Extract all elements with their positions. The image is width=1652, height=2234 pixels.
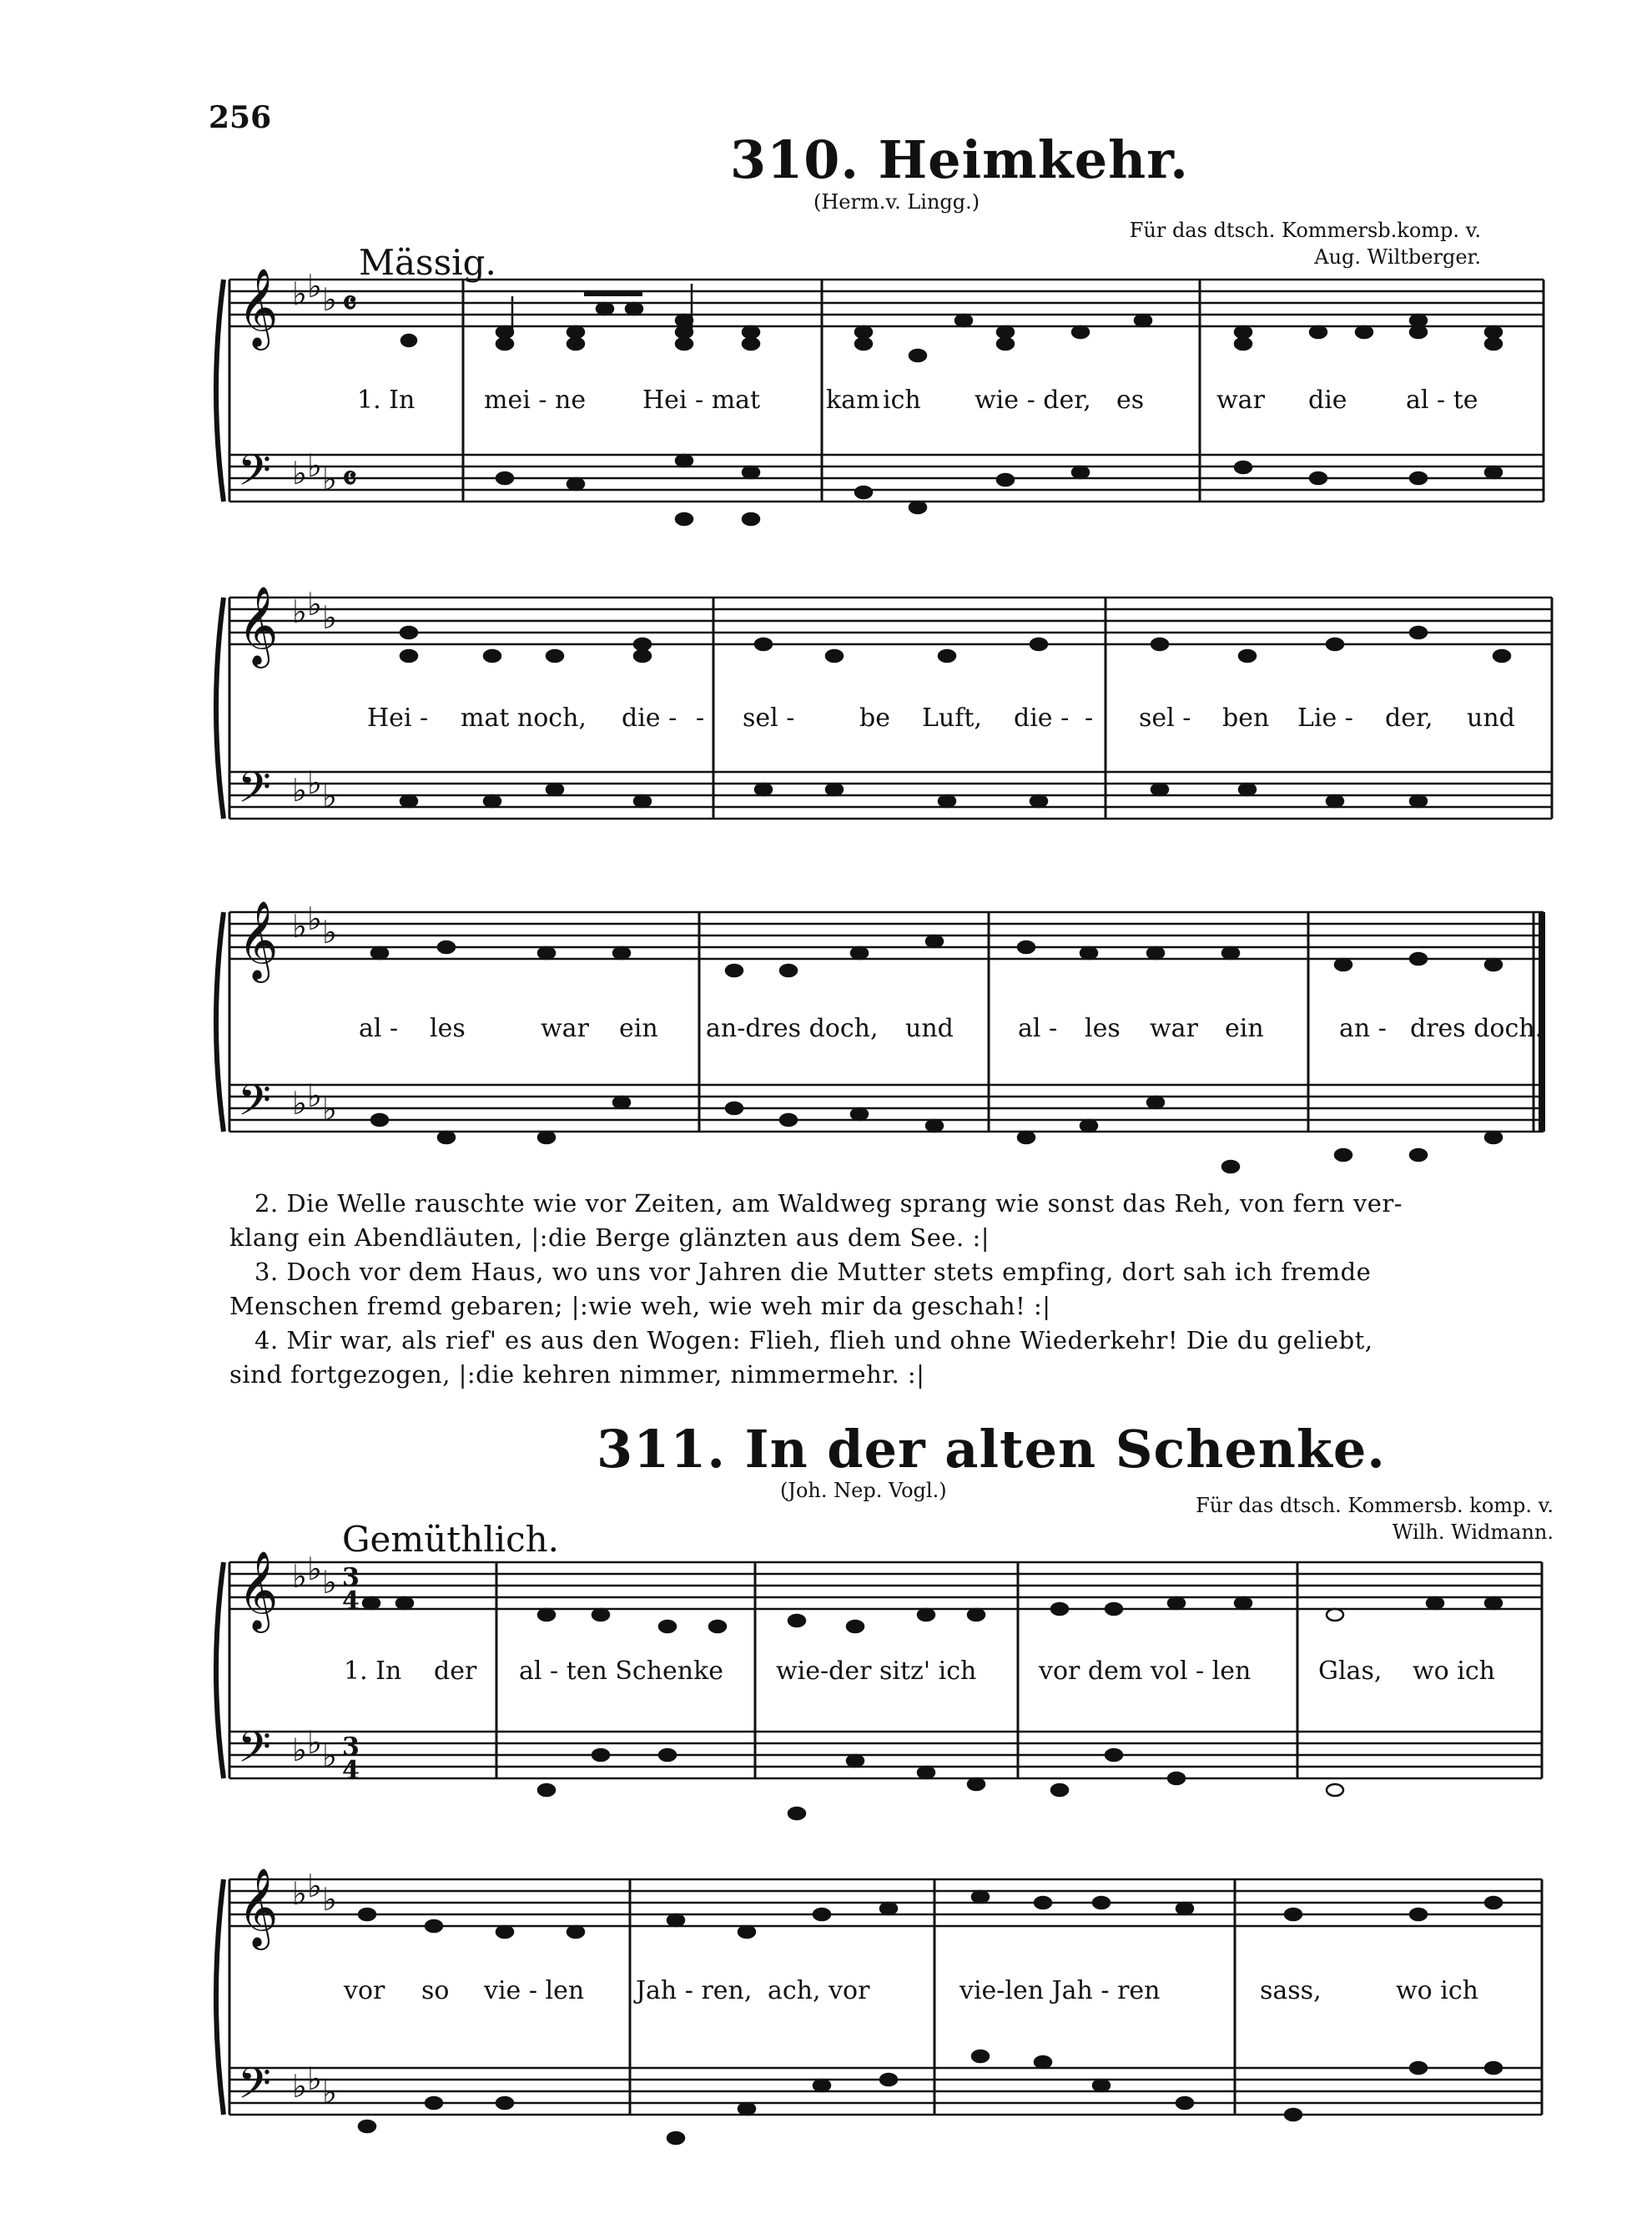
lyric-syllable: 1. In — [357, 386, 416, 415]
svg-text:♭: ♭ — [292, 1558, 307, 1595]
lyric-syllable: kam — [826, 386, 880, 415]
composer-line: Für das dtsch. Kommersb. komp. v. — [1196, 1494, 1554, 1517]
lyric-syllable: vie - len — [484, 1976, 585, 2005]
lyric-syllable: al - te — [1406, 386, 1478, 415]
svg-text:♭: ♭ — [292, 593, 307, 630]
composer-credit — [1130, 217, 1481, 270]
svg-text:♭: ♭ — [307, 447, 322, 484]
svg-text:♭: ♭ — [322, 1091, 337, 1127]
svg-text:𝄞: 𝄞 — [238, 268, 279, 347]
notes-system-5 — [359, 1891, 1502, 2144]
svg-text:♭: ♭ — [292, 772, 307, 809]
svg-text:𝄞: 𝄞 — [238, 1551, 279, 1630]
lyric-syllable: vor — [344, 1976, 385, 2005]
svg-text:♭: ♭ — [307, 1551, 322, 1587]
svg-text:𝄢: 𝄢 — [238, 1722, 271, 1783]
lyric-syllable: und — [905, 1014, 954, 1043]
svg-text:♭: ♭ — [307, 1724, 322, 1761]
svg-text:♭: ♭ — [322, 599, 337, 636]
svg-text:♭: ♭ — [292, 1875, 307, 1912]
lyric-syllable: 1. In — [344, 1657, 402, 1686]
lyric-syllable: sel - — [743, 703, 795, 733]
lyric-syllable: die - — [1014, 703, 1070, 733]
lyric-syllable: es — [1116, 386, 1145, 415]
lyric-syllable: dres doch. — [1410, 1014, 1544, 1043]
lyric-syllable: mei - ne — [484, 386, 587, 415]
svg-text:♭: ♭ — [322, 914, 337, 951]
lyric-syllable: die — [1308, 386, 1347, 415]
lyric-syllable: ben — [1222, 703, 1270, 733]
lyric-syllable: wie - der, — [975, 386, 1091, 415]
lyric-syllable: Hei - mat — [642, 386, 761, 415]
page-number: 256 — [209, 100, 272, 135]
verse-line: 3. Doch vor dem Haus, wo uns vor Jahren die Mutter stets empfing, dort sah ich fremde — [254, 1258, 1372, 1286]
svg-text:𝄢: 𝄢 — [238, 762, 271, 823]
lyric-syllable: les — [430, 1014, 466, 1043]
lyric-syllable: so — [421, 1976, 450, 2005]
lyric-syllable: Glas, — [1318, 1657, 1383, 1686]
lyric-syllable: Lie - — [1297, 703, 1353, 733]
lyric-syllable: vor dem vol - len — [1039, 1657, 1252, 1686]
composer-name: Aug. Wiltberger. — [1314, 245, 1481, 269]
song-title: 311. In der alten Schenke. — [597, 1419, 1386, 1480]
verse-line: klang ein Abendläuten, |:die Berge glänzten aus dem See. :| — [229, 1223, 990, 1252]
song-title: 310. Heimkehr. — [730, 129, 1189, 190]
svg-text:♭: ♭ — [322, 778, 337, 814]
lyric-syllable: be — [859, 703, 890, 733]
verse-line: Menschen fremd gebaren; |:wie weh, wie weh mir da geschah! :| — [229, 1292, 1051, 1320]
lyric-syllable: al - — [359, 1014, 399, 1043]
lyric-syllable: ein — [1225, 1014, 1264, 1043]
lyric-syllable: Luft, — [922, 703, 982, 733]
poet-credit: (Herm.v. Lingg.) — [813, 190, 980, 214]
lyric-syllable: al - ten Schenke — [519, 1657, 724, 1686]
lyric-syllable: ach, vor — [768, 1976, 870, 2005]
notes-system-3 — [371, 935, 1502, 1172]
svg-text:3: 3 — [342, 1563, 360, 1592]
lyric-syllable: war — [1216, 386, 1265, 415]
lyric-syllable: an - — [1339, 1014, 1387, 1043]
svg-text:♭: ♭ — [322, 281, 337, 318]
verse-line: sind fortgezogen, |:die kehren nimmer, nimmermehr. :| — [229, 1360, 925, 1389]
lyric-syllable: mat noch, — [461, 703, 587, 733]
lyric-syllable: die - — [622, 703, 677, 733]
verse-line: 2. Die Welle rauschte wie vor Zeiten, am Waldweg sprang wie sonst das Reh, von fern ver- — [254, 1189, 1403, 1218]
svg-text:4: 4 — [342, 1756, 360, 1785]
tempo-marking: Gemüthlich. — [342, 1519, 559, 1560]
lyric-syllable: - — [1085, 703, 1094, 733]
svg-text:♭: ♭ — [307, 1077, 322, 1114]
lyric-syllable: und — [1467, 703, 1515, 733]
svg-text:𝄞: 𝄞 — [238, 900, 279, 980]
lyric-syllable: sass, — [1260, 1976, 1322, 2005]
svg-text:♭: ♭ — [322, 1881, 337, 1918]
svg-text:♭: ♭ — [292, 2068, 307, 2105]
verse-line: 4. Mir war, als rief' es aus den Wogen: Flieh, flieh und ohne Wiederkehr! Die du geliebt, — [254, 1326, 1373, 1354]
composer-name: Wilh. Widmann. — [1392, 1520, 1554, 1544]
svg-text:♭: ♭ — [307, 900, 322, 937]
svg-text:3: 3 — [342, 1732, 360, 1762]
svg-text:𝄞: 𝄞 — [238, 586, 279, 665]
svg-text:♭: ♭ — [307, 268, 322, 305]
poet-credit: (Joh. Nep. Vogl.) — [780, 1479, 947, 1502]
svg-text:𝄴: 𝄴 — [342, 284, 357, 323]
verse-text — [229, 1187, 1544, 1392]
svg-text:♭: ♭ — [292, 1732, 307, 1768]
svg-text:♭: ♭ — [322, 2074, 337, 2110]
lyric-syllable: sel - — [1139, 703, 1191, 733]
lyric-syllable: war — [541, 1014, 589, 1043]
svg-text:𝄞: 𝄞 — [238, 1868, 279, 1947]
svg-text:♭: ♭ — [307, 764, 322, 801]
svg-text:♭: ♭ — [292, 455, 307, 492]
composer-credit — [1196, 1492, 1554, 1546]
svg-text:4: 4 — [342, 1586, 360, 1616]
svg-text:♭: ♭ — [322, 1737, 337, 1774]
lyric-syllable: an-dres doch, — [706, 1014, 879, 1043]
svg-text:𝄴: 𝄴 — [342, 459, 357, 498]
svg-text:♭: ♭ — [322, 1564, 337, 1601]
lyric-syllable: - — [696, 703, 705, 733]
svg-text:♭: ♭ — [292, 275, 307, 312]
svg-text:♭: ♭ — [307, 1868, 322, 1904]
lyric-syllable: wo ich — [1396, 1976, 1478, 2005]
lyric-syllable: les — [1085, 1014, 1121, 1043]
svg-text:♭: ♭ — [322, 461, 337, 497]
svg-text:𝄢: 𝄢 — [238, 445, 271, 506]
svg-text:𝄢: 𝄢 — [238, 1075, 271, 1136]
lyric-syllable: Jah - ren, — [636, 1976, 753, 2005]
lyric-syllable: wo ich — [1413, 1657, 1495, 1686]
lyric-syllable: Hei - — [367, 703, 429, 733]
grand-staff — [216, 1879, 1542, 2115]
notes-system-4 — [363, 1597, 1502, 1819]
svg-text:♭: ♭ — [307, 2060, 322, 2097]
svg-text:♭: ♭ — [292, 908, 307, 945]
lyric-syllable: vie-len Jah - ren — [959, 1976, 1161, 2005]
tempo-marking: Mässig. — [359, 242, 496, 283]
svg-text:♭: ♭ — [292, 1085, 307, 1122]
lyric-syllable: ich — [883, 386, 921, 415]
svg-text:♭: ♭ — [307, 586, 322, 623]
composer-line: Für das dtsch. Kommersb.komp. v. — [1129, 219, 1481, 242]
lyric-syllable: wie-der sitz' ich — [776, 1657, 977, 1686]
lyric-syllable: war — [1150, 1014, 1198, 1043]
lyric-syllable: ein — [619, 1014, 658, 1043]
lyric-syllable: der, — [1385, 703, 1433, 733]
svg-text:𝄢: 𝄢 — [238, 2058, 271, 2119]
lyric-syllable: der — [434, 1657, 477, 1686]
lyric-syllable: al - — [1018, 1014, 1058, 1043]
